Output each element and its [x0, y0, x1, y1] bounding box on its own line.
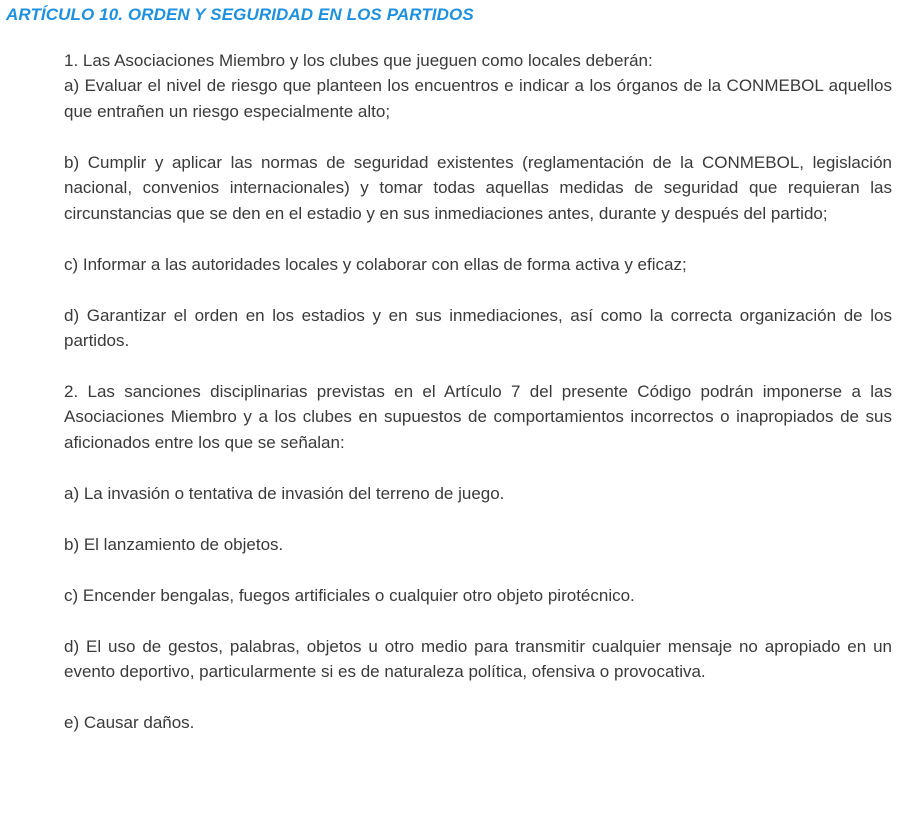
paragraph-1-item-c: c) Informar a las autoridades locales y colaborar con ellas de forma activa y eficaz; — [64, 254, 687, 274]
paragraph-2-item-b: b) El lanzamiento de objetos. — [64, 534, 284, 554]
paragraph-1-item-d: d) Garantizar el orden en los estadios y en sus inmediaciones, así como la correcta organización de los partidos. — [64, 305, 892, 351]
article-heading: ARTÍCULO 10. ORDEN Y SEGURIDAD EN LOS PARTIDOS — [6, 5, 474, 24]
paragraph-1-item-a: a) Evaluar el nivel de riesgo que planteen los encuentros e indicar a los órganos de la CONMEBOL aquellos que entrañen un riesgo especialmente alto; — [64, 76, 892, 121]
paragraph-1-item-b: b) Cumplir y aplicar las normas de seguridad existentes (reglamentación de la CONMEBOL, legislación nacional, convenios internacionales) y tomar todas aquellas medidas de seguridad que requieran las circunstancias que se den en el estadio y en sus inmediaciones antes, durante y después del partido; — [64, 152, 892, 223]
paragraph-2-item-a: a) La invasión o tentativa de invasión del terreno de juego. — [64, 483, 505, 503]
paragraph-2-item-d: d) El uso de gestos, palabras, objetos u otro medio para transmitir cualquier mensaje no apropiado en un evento deportivo, particularmente si es de naturaleza política, ofensiva o provocativa. — [64, 636, 892, 682]
paragraph-2-item-e: e) Causar daños. — [64, 713, 195, 733]
paragraph-2-item-c: c) Encender bengalas, fuegos artificiales o cualquier otro objeto pirotécnico. — [64, 585, 635, 605]
article-body — [64, 48, 892, 761]
paragraph-1-intro: 1. Las Asociaciones Miembro y los clubes que jueguen como locales deberán: — [64, 51, 653, 70]
paragraph-2-intro: 2. Las sanciones disciplinarias previstas en el Artículo 7 del presente Código podrán imponerse a las Asociaciones Miembro y a los clubes en supuestos de comportamientos incorrectos o inapropiados de sus aficionados entre los que se señalan: — [64, 382, 892, 452]
